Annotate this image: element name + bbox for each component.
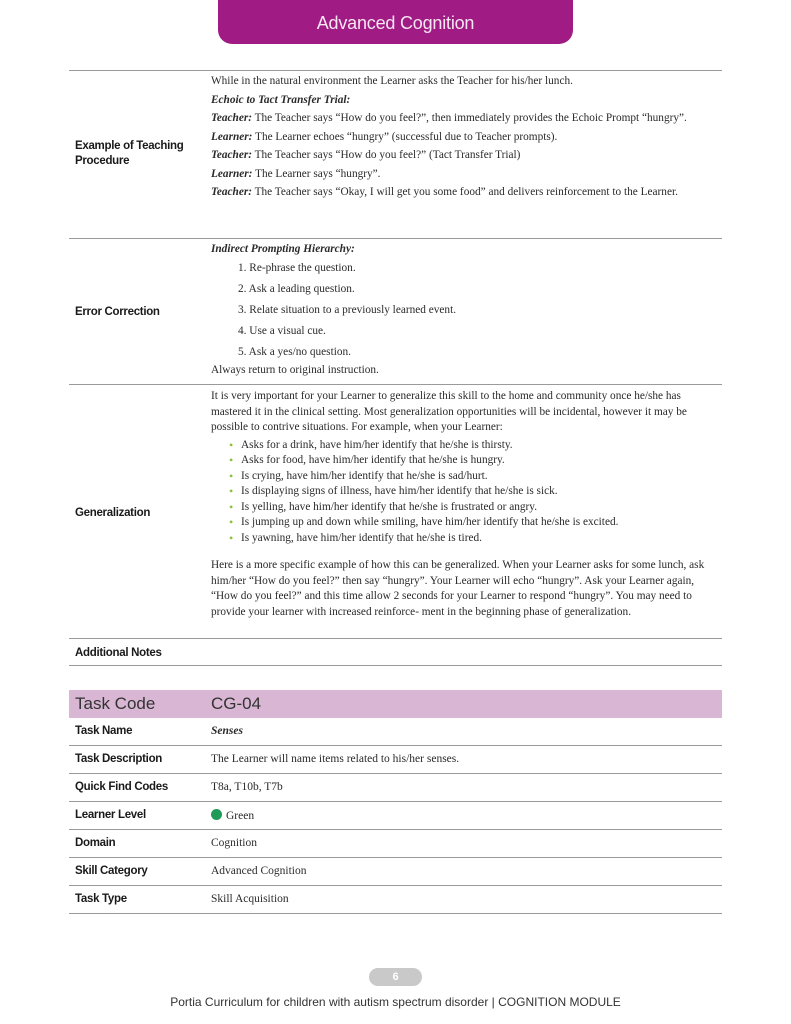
additional-notes-row [69, 639, 722, 666]
hierarchy-step: 4. Use a visual cue. [238, 324, 326, 337]
generalization-item: • Is crying, have him/her identify that he/she is sad/hurt. [229, 469, 716, 485]
speaker: Learner: [211, 130, 253, 143]
line-text: The Teacher says “How do you feel?” (Tact Transfer Trial) [252, 149, 521, 161]
generalization-section [69, 385, 722, 639]
task-row-domain [69, 830, 722, 858]
task-name-label: Task Name [75, 725, 133, 737]
generalization-item: • Asks for food, have him/her identify that he/she is hungry. [229, 453, 716, 469]
speaker: Learner: [211, 167, 253, 180]
learner-level-label: Learner Level [75, 809, 146, 821]
line-text: The Teacher says “Okay, I will get you some food” and delivers reinforcement to the Learner. [252, 186, 678, 198]
skill-category-label: Skill Category [75, 865, 148, 877]
page-number: 6 [369, 968, 422, 986]
line-text: The Learner says “hungry”. [252, 167, 381, 180]
task-code-label: Task Code [75, 694, 156, 713]
task-row-skill-category [69, 858, 722, 886]
example-line [211, 111, 716, 127]
hierarchy-step: 5. Ask a yes/no question. [238, 345, 351, 358]
generalization-item: • Is yawning, have him/her identify that he/she is tired. [229, 531, 716, 547]
error-correction-label: Error Correction [75, 306, 160, 318]
generalization-item: • Asks for a drink, have him/her identify that he/she is thirsty. [229, 438, 716, 454]
learner-level-value: Green [226, 810, 255, 822]
example-intro: While in the natural environment the Learner asks the Teacher for his/her lunch. [211, 75, 573, 87]
footer-text: Portia Curriculum for children with autism spectrum disorder | COGNITION MODULE [170, 995, 621, 1009]
task-row-quick-find [69, 774, 722, 802]
hierarchy-step: 3. Relate situation to a previously learned event. [238, 303, 457, 316]
generalization-content [211, 389, 716, 620]
hierarchy-title: Indirect Prompting Hierarchy: [211, 243, 355, 255]
task-description-value: The Learner will name items related to his/her senses. [211, 753, 460, 765]
generalization-item: • Is jumping up and down while smiling, have him/her identify that he/she is excited. [229, 515, 716, 531]
generalization-item: • Is yelling, have him/her identify that he/she is frustrated or angry. [229, 500, 716, 516]
example-content [211, 74, 716, 201]
task-code-bar [69, 690, 722, 718]
line-text: The Learner echoes “hungry” (successful due to Teacher prompts). [252, 130, 558, 143]
task-row-description [69, 746, 722, 774]
example-section [69, 70, 722, 239]
task-row-learner-level [69, 802, 722, 830]
speaker: Teacher: [211, 149, 252, 161]
quick-find-value: T8a, T10b, T7b [211, 781, 283, 793]
hierarchy-step: 2. Ask a leading question. [238, 282, 355, 295]
additional-notes-label: Additional Notes [75, 647, 162, 659]
line-text: The Teacher says “How do you feel?”, then immediately provides the Echoic Prompt “hungry”. [252, 112, 687, 124]
task-type-label: Task Type [75, 893, 127, 905]
hierarchy-steps [238, 258, 716, 363]
error-correction-content [211, 242, 716, 378]
generalization-item: • Is displaying signs of illness, have him/her identify that he/she is sick. [229, 484, 716, 500]
speaker: Teacher: [211, 112, 252, 124]
task-description-label: Task Description [75, 753, 163, 765]
speaker: Teacher: [211, 186, 252, 198]
generalization-closing: Here is a more specific example of how this can be generalized. When your Learner asks for some lunch, ask him/her “How do you feel?” then say “hungry”. Your Learner will echo “hungry”. Ask your Learner again, “How do you feel?” and this time allow 2 seconds for your Learner to respond “hungry”. You may need to provide your learner with increased reinforce- ment in the beginning phase of generalization. [211, 559, 705, 618]
example-line [211, 130, 716, 146]
domain-label: Domain [75, 837, 116, 849]
hierarchy-step: 1. Re-phrase the question. [238, 261, 356, 274]
green-level-dot-icon [211, 809, 222, 820]
task-row-name [69, 718, 722, 746]
example-line [211, 185, 716, 201]
generalization-intro: It is very important for your Learner to generalize this skill to the home and community once he/she has mastered it in the clinical setting. Most generalization opportunities will be incidental, however it may be possible to contrive situations. For example, when your Learner: [211, 390, 687, 433]
generalization-label: Generalization [75, 507, 151, 519]
error-correction-section [69, 239, 722, 385]
task-type-value: Skill Acquisition [211, 893, 289, 905]
domain-value: Cognition [211, 837, 258, 849]
example-line [211, 167, 716, 183]
task-name-value: Senses [211, 725, 243, 737]
task-code-value: CG-04 [211, 694, 262, 713]
example-line [211, 148, 716, 164]
skill-category-value: Advanced Cognition [211, 865, 307, 877]
task-row-task-type [69, 886, 722, 914]
example-trial-title: Echoic to Tact Transfer Trial: [211, 93, 351, 106]
quick-find-label: Quick Find Codes [75, 781, 168, 793]
generalization-list [229, 438, 716, 547]
error-correction-closing: Always return to original instruction. [211, 363, 379, 376]
header-title: Advanced Cognition [218, 0, 573, 44]
learner-level-value-wrap [211, 809, 254, 822]
example-label: Example of Teaching Procedure [75, 140, 184, 167]
